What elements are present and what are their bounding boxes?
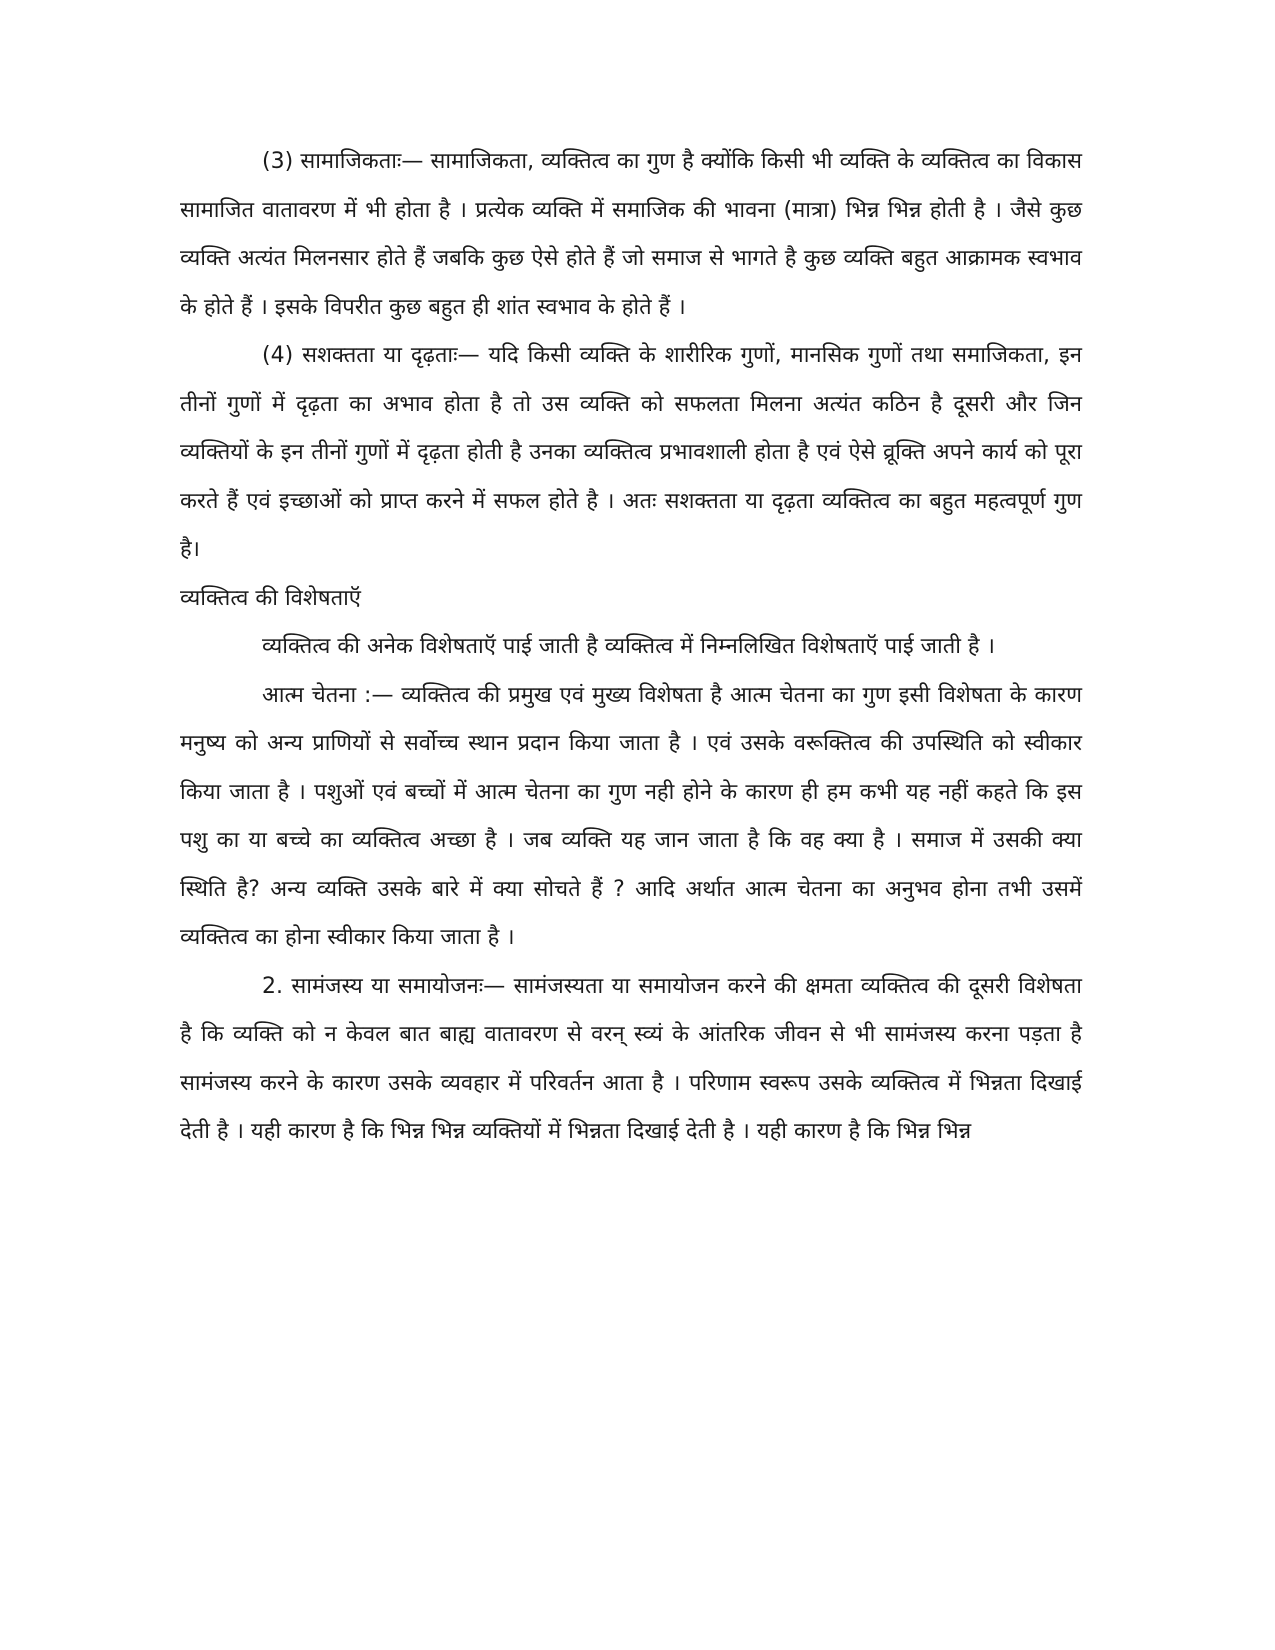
paragraph-adjustment: 2. सामंजस्य या समायोजनः— सामंजस्यता या समायोजन करने की क्षमता व्यक्तित्व की दूसरी विशेषता है कि व्यक्ति को न केवल बात बाह्य वातावरण से वरन् स्व्यं के आंतरिक जीवन से भी सामंजस्य करना पड़ता है सामंजस्य करने के कारण उसके व्यवहार में परिवर्तन आता है । परिणाम स्वरूप उसके व्यक्तित्व में भिन्नता दिखाई देती है । यही कारण है कि भिन्न भिन्न व्यक्तियों में भिन्नता दिखाई देती है । यही कारण है कि भिन्न भिन्न bbox=[180, 973, 1082, 1144]
paragraph-sociability: (3) सामाजिकताः— सामाजिकता, व्यक्तित्व का गुण है क्योंकि किसी भी व्यक्ति के व्यक्तित्व का विकास सामाजित वातावरण में भी होता है । प्रत्येक व्यक्ति में समाजिक की भावना (मात्रा) भिन्न भिन्न होती है । जैसे कुछ व्यक्ति अत्यंत मिलनसार होते हैं जबकि कुछ ऐसे होते हैं जो समाज से भागते है कुछ व्यक्ति बहुत आक्रामक स्वभाव के होते हैं । इसके विपरीत कुछ बहुत ही शांत स्वभाव के होते हैं । bbox=[180, 149, 1082, 320]
section-heading: व्यक्तित्व की विशेषताऍ bbox=[180, 585, 361, 611]
paragraph-self-awareness: आत्म चेतना :— व्यक्तित्व की प्रमुख एवं मुख्य विशेषता है आत्म चेतना का गुण इसी विशेषता के कारण मनुष्य को अन्य प्राणियों से सर्वोच्च स्थान प्रदान किया जाता है । एवं उसके वरूक्तित्व की उपस्थिति को स्वीकार किया जाता है । पशुओं एवं बच्चों में आत्म चेतना का गुण नही होने के कारण ही हम कभी यह नहीं कहते कि इस पशु का या बच्चे का व्यक्तित्व अच्छा है । जब व्यक्ति यह जान जाता है कि वह क्या है । समाज में उसकी क्या स्थिति है? अन्य व्यक्ति उसके बारे में क्या सोचते हैं ? आदि अर्थात आत्म चेतना का अनुभव होना तभी उसमें व्यक्तित्व का होना स्वीकार किया जाता है । bbox=[180, 682, 1082, 950]
paragraph-characteristics-intro: व्यक्तित्व की अनेक विशेषताऍ पाई जाती है व्यक्तित्व में निम्नलिखित विशेषताऍ पाई जाती है । bbox=[262, 634, 995, 659]
document-page bbox=[180, 138, 1082, 1157]
paragraph-firmness: (4) सशक्तता या दृढ़ताः— यदि किसी व्यक्ति के शारीरिक गुणों, मानसिक गुणों तथा समाजिकता, इन तीनों गुणों में दृढ़ता का अभाव होता है तो उस व्यक्ति को सफलता मिलना अत्यंत कठिन है दूसरी और जिन व्यक्तियों के इन तीनों गुणों में दृढ़ता होती है उनका व्यक्तित्व प्रभावशाली होता है एवं ऐसे व्रूक्ति अपने कार्य को पूरा करते हैं एवं इच्छाओं को प्राप्त करने में सफल होते है । अतः सशक्तता या दृढ़ता व्यक्तित्व का बहुत महत्वपूर्ण गुण है। bbox=[180, 343, 1082, 562]
